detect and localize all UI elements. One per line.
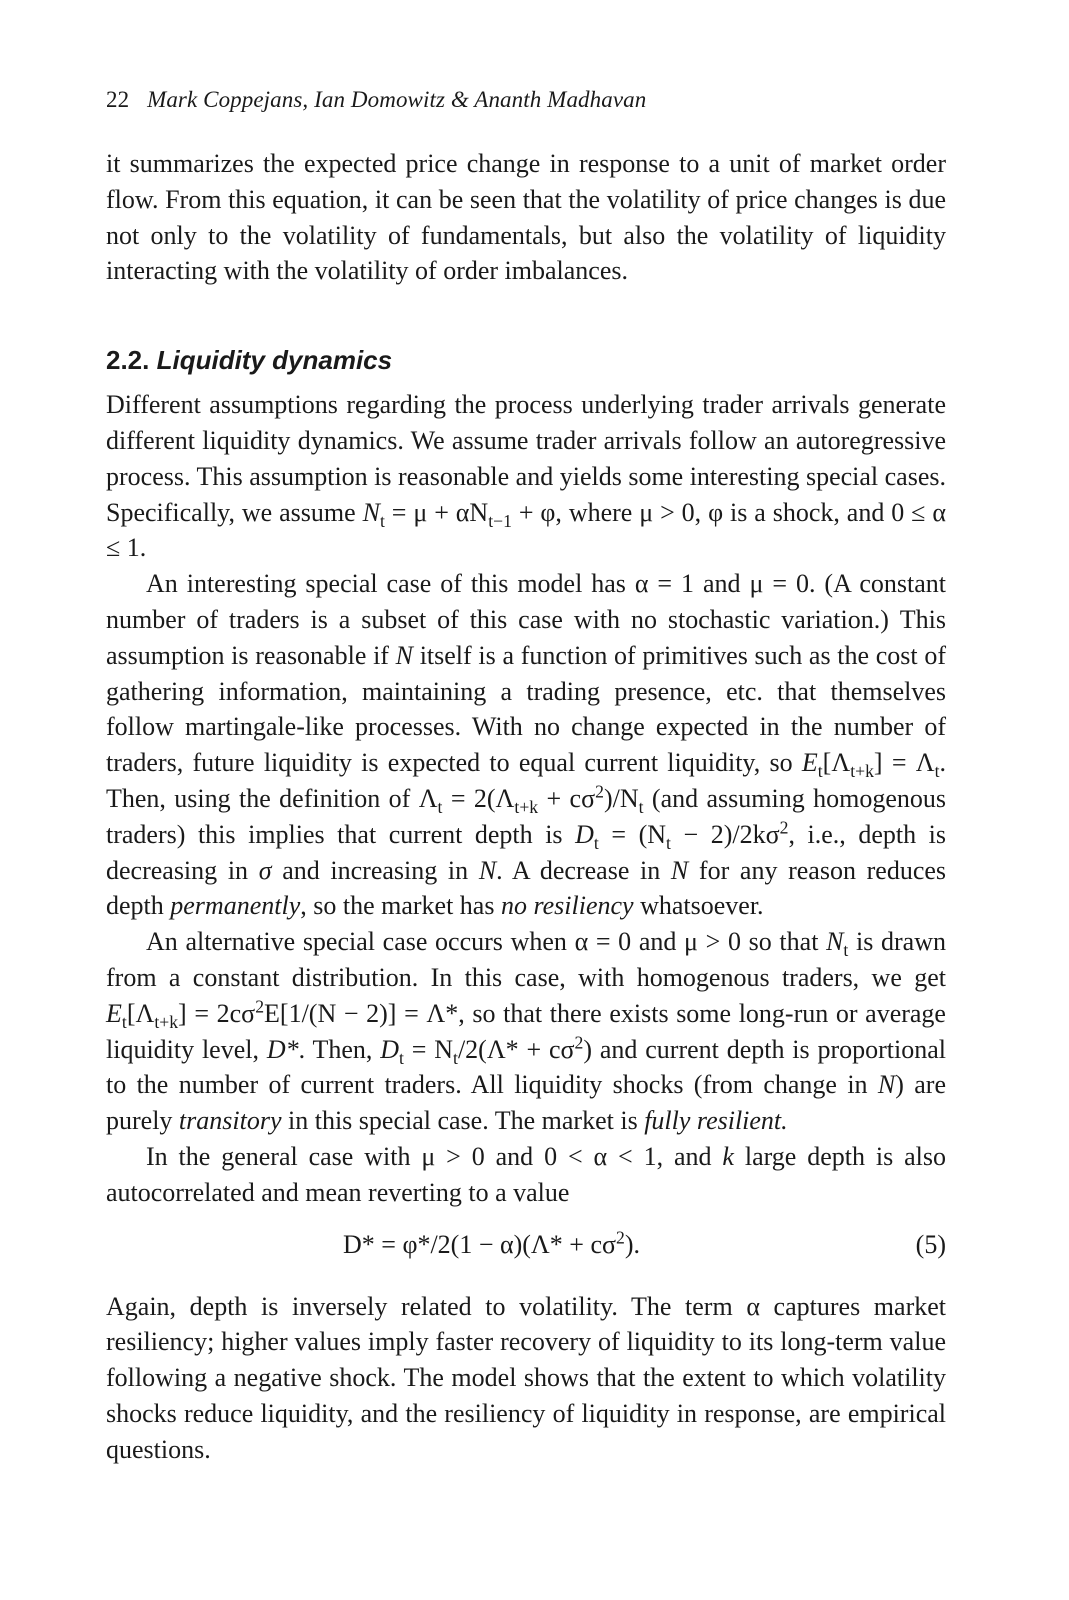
math-var: N <box>670 855 689 885</box>
text-run: and current depth is proportional to the number of current traders. All liquidity shocks (from change in <box>106 1034 946 1100</box>
emphasis: no resiliency <box>500 891 634 921</box>
text-run: large depth is also autocorrelated and mean reverting to a value <box>106 1141 946 1207</box>
math-var: N <box>877 1070 896 1100</box>
paragraph-no-resiliency <box>106 566 946 924</box>
paragraph-assumptions <box>106 387 946 566</box>
math: μ > 0, φ <box>639 497 724 527</box>
text-run: and <box>631 927 685 957</box>
paragraph-full-resiliency <box>106 924 946 1139</box>
math-var: k <box>722 1141 734 1171</box>
text-run: . Then, using the definition of <box>106 748 947 813</box>
math-sub: t <box>437 797 443 818</box>
math: = μ + αN <box>384 497 489 527</box>
text-run: , so the market has <box>300 891 501 921</box>
math-var: σ <box>258 855 272 885</box>
text-run: for any reason reduces depth <box>106 855 947 921</box>
math-sub: t <box>121 1011 127 1032</box>
math: + cσ <box>538 783 596 813</box>
text-run: , where <box>555 497 640 527</box>
text-run: . A decrease in <box>496 855 671 885</box>
text-run: , and <box>656 1141 723 1171</box>
paragraph-conclusion <box>106 1289 946 1468</box>
math-sub: t <box>843 940 849 961</box>
page <box>106 84 946 1468</box>
math: 0 < α < 1 <box>544 1141 657 1171</box>
section-heading <box>106 343 946 377</box>
equation-lhs: D* = φ*/2(1 − α)(Λ* + cσ <box>343 1229 616 1259</box>
paragraph-intro <box>106 146 946 289</box>
display-equation <box>106 1227 946 1263</box>
emphasis: fully resilient. <box>644 1106 788 1136</box>
math-sub: t <box>453 1047 458 1068</box>
math-sub: t <box>934 761 940 782</box>
section-title: Liquidity dynamics <box>156 345 393 376</box>
text-run: , i.e., depth is decreasing in <box>106 819 946 885</box>
math-sup: 2 <box>616 1226 625 1247</box>
math-sup: 2 <box>574 1031 584 1052</box>
math-sub: t <box>398 1047 404 1068</box>
math-sup: 2 <box>595 781 604 802</box>
text-run: and <box>484 1141 545 1171</box>
text-run: Again, depth is inversely related to volatility. The term α captures market resiliency; higher values imply faster recovery of liquidity to its long-term value following a negative shock. The model shows that the extent to which volatility shocks reduce liquidity, and the resiliency of liquidity in response, are empirical questions. <box>106 1291 946 1464</box>
math-sub: t <box>817 761 823 782</box>
math: ] = <box>873 748 907 778</box>
math-var: E <box>801 748 818 778</box>
math: α = 0 <box>574 927 632 957</box>
paragraph-general-case <box>106 1139 946 1211</box>
running-header-authors: Mark Coppejans, Ian Domowitz & Ananth Madhavan <box>147 87 647 112</box>
math: − 2)/2kσ <box>670 819 780 849</box>
math: = (N <box>598 819 667 849</box>
math-sup: 2 <box>255 996 265 1017</box>
text-run: whatsoever. <box>633 891 764 921</box>
math-var: N <box>478 855 497 885</box>
text-run: and <box>694 569 750 599</box>
math-var: D <box>380 1034 399 1064</box>
math: + φ <box>511 497 556 527</box>
math: ] = 2cσ <box>178 998 256 1028</box>
text-run: In the general case with <box>146 1141 422 1171</box>
math: [Λ <box>126 998 155 1028</box>
text-run: it summarizes the expected price change in response to a unit of market order flow. From this equation, it can be seen that the volatility of price changes is due not only to the volatility of fundamentals, but also the volatility of liquidity interacting with the volatility of order imbalances. <box>106 149 946 286</box>
math: Λ <box>915 748 935 778</box>
math: E[1/(N − 2)] = Λ* <box>264 998 459 1028</box>
math: ) <box>583 1034 593 1064</box>
text-run: Different assumptions regarding the process underlying trader arrivals generate different liquidity dynamics. We assume trader arrivals follow an autoregressive process. This assumption is reasonable and yields some interesting special cases. Specifically, we assume <box>106 390 946 527</box>
page-number: 22 <box>106 87 130 112</box>
math: Λ <box>418 783 438 813</box>
math-sub: t+k <box>850 761 874 782</box>
text-run: (and assuming homogenous traders) this implies that current depth is <box>106 783 946 849</box>
text-run: in this special case. The market is <box>281 1106 645 1136</box>
math-sub: t+k <box>154 1011 179 1032</box>
section-number: 2.2. <box>106 345 150 376</box>
text-run: and increasing in <box>271 855 479 885</box>
math-sub: t <box>593 832 599 853</box>
text-run: is drawn from a constant distribution. In this case, with homogenous traders, we get <box>106 927 946 992</box>
math-sub: t <box>638 797 644 818</box>
math-var: E <box>106 998 122 1028</box>
text-run: is a shock, and <box>723 497 892 527</box>
text-run: itself is a function of primitives such as the cost of gathering information, maintaining a trading presence, etc. that themselves follow martingale-like processes. With no change expected in the number of traders, future liquidity is expected to equal current liquidity, so <box>106 640 946 778</box>
math: [Λ <box>822 748 851 778</box>
equation-tail: ). <box>624 1229 641 1259</box>
math-sub: t <box>666 832 671 853</box>
emphasis: permanently <box>170 891 301 921</box>
math-var: N <box>826 927 844 957</box>
text-run: , so that there exists some long-run or average liquidity level, <box>106 998 946 1064</box>
math: = 2(Λ <box>442 783 515 813</box>
math: )/N <box>603 783 639 813</box>
math: /2(Λ* + cσ <box>457 1034 575 1064</box>
math-sup: 2 <box>779 817 789 838</box>
text-run: An alternative special case occurs when <box>146 927 575 957</box>
math-var: N <box>362 497 380 527</box>
text-run: . (A constant number of traders is a subset of this case with no stochastic variation.) This assumption is reasonable if <box>106 569 946 670</box>
math-var: D <box>575 819 594 849</box>
math: = N <box>403 1034 454 1064</box>
text-run: ) are purely <box>106 1070 946 1136</box>
math-sub: t+k <box>514 797 539 818</box>
math: μ > 0 <box>684 927 741 957</box>
text-run: . Then, <box>298 1034 381 1064</box>
math-var: D* <box>266 1034 299 1064</box>
equation-number: (5) <box>915 1229 946 1259</box>
math: μ = 0 <box>749 569 809 599</box>
math-sub: t <box>379 510 385 531</box>
math-var: N <box>395 640 413 670</box>
emphasis: transitory <box>178 1106 282 1136</box>
text-run: so that <box>740 927 827 957</box>
text-run: An interesting special case of this model has <box>146 569 635 599</box>
running-header <box>106 84 946 116</box>
math: 0 ≤ α ≤ 1. <box>106 497 946 563</box>
math: α = 1 <box>634 569 695 599</box>
math-sub: t−1 <box>488 510 512 531</box>
math: μ > 0 <box>421 1141 485 1171</box>
equation-body <box>343 1227 640 1263</box>
